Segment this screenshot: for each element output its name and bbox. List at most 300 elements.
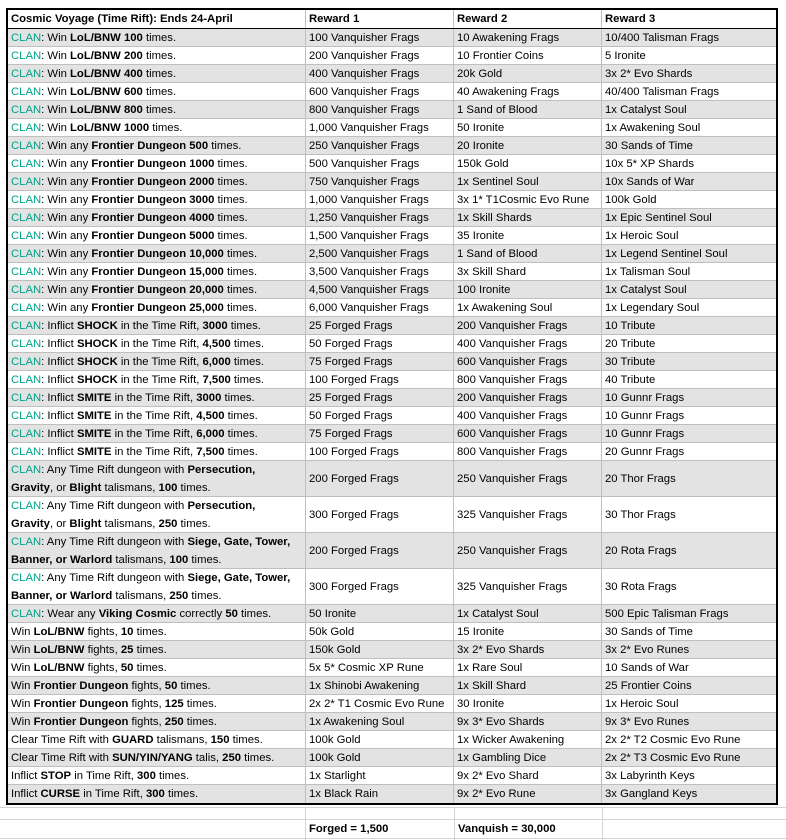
clan-tag: CLAN	[11, 571, 42, 584]
task-segment: times.	[224, 409, 258, 422]
task-cell	[8, 101, 306, 118]
reward-1-cell: 500 Vanquisher Frags	[306, 155, 454, 172]
clan-tag: CLAN	[11, 463, 42, 476]
task-segment: fights,	[84, 643, 121, 656]
task-text	[11, 86, 176, 98]
reward-2-cell: 1x Sentinel Soul	[454, 173, 602, 190]
task-segment: : Win	[41, 103, 71, 116]
task-emphasis: Frontier Dungeon 15,000	[91, 265, 224, 278]
task-emphasis: 3000	[196, 391, 222, 404]
task-emphasis: Siege, Gate, Tower,	[187, 535, 291, 548]
task-text	[11, 284, 257, 296]
task-segment: times.	[208, 139, 242, 152]
task-segment: : Inflict	[41, 391, 77, 404]
reward-3-cell: 5 Ironite	[605, 49, 646, 62]
task-emphasis: 250	[164, 715, 184, 728]
reward-2-cell: 1x Rare Soul	[454, 659, 602, 676]
task-emphasis: SHOCK	[76, 355, 118, 368]
task-emphasis: LoL/BNW 400	[70, 67, 143, 80]
reward-2-cell: 100 Ironite	[454, 281, 602, 298]
reward-2-cell: 400 Vanquisher Frags	[454, 335, 602, 352]
reward-3-cell: 20 Thor Frags	[605, 472, 676, 485]
reward-3-cell: 10/400 Talisman Frags	[605, 31, 720, 44]
task-cell	[8, 353, 306, 370]
task-emphasis: Frontier Dungeon	[33, 697, 129, 710]
task-cell	[8, 371, 306, 388]
reward-2-cell: 1x Skill Shards	[454, 209, 602, 226]
task-segment: times.	[188, 553, 222, 566]
reward-2-cell: 1x Awakening Soul	[454, 299, 602, 316]
reward-2-cell: 35 Ironite	[454, 227, 602, 244]
task-segment: : Inflict	[41, 445, 77, 458]
task-segment: Clear Time Rift with	[11, 733, 113, 746]
reward-2-cell: 325 Vanquisher Frags	[454, 569, 602, 604]
reward-1-cell: 1,250 Vanquisher Frags	[306, 209, 454, 226]
clan-tag: CLAN	[11, 499, 42, 512]
reward-2-cell: 200 Vanquisher Frags	[454, 317, 602, 334]
reward-3-cell: 30 Thor Frags	[605, 508, 676, 521]
task-text	[11, 374, 264, 386]
task-emphasis: 50	[164, 679, 178, 692]
reward-3-cell: 1x Catalyst Soul	[605, 283, 687, 296]
clan-tag: CLAN	[11, 85, 42, 98]
task-emphasis: SUN/YIN/YANG	[112, 751, 193, 764]
reward-1-cell: 200 Forged Frags	[306, 461, 454, 496]
reward-2-cell: 200 Vanquisher Frags	[454, 389, 602, 406]
reward-1-cell: 1x Shinobi Awakening	[306, 677, 454, 694]
table-row	[8, 407, 776, 425]
task-emphasis: 10	[120, 625, 134, 638]
task-cell	[8, 569, 306, 604]
reward-3-cell: 25 Frontier Coins	[605, 679, 692, 692]
task-text	[11, 734, 263, 746]
task-segment: : Win	[41, 67, 71, 80]
task-cell	[8, 443, 306, 460]
task-segment: talismans,	[112, 553, 170, 566]
task-segment: : Inflict	[41, 319, 77, 332]
reward-3-cell: 30 Rota Frags	[605, 580, 677, 593]
table-row	[8, 155, 776, 173]
reward-2-cell: 9x 2* Evo Rune	[454, 785, 602, 803]
header-task: Cosmic Voyage (Time Rift): Ends 24-April	[8, 10, 306, 28]
task-text	[11, 770, 189, 782]
task-segment: times.	[188, 589, 222, 602]
task-cell	[8, 29, 306, 46]
task-text	[11, 533, 290, 568]
task-text	[11, 230, 248, 242]
task-emphasis: LoL/BNW	[33, 643, 85, 656]
task-cell	[8, 173, 306, 190]
reward-3-cell: 30 Sands of Time	[605, 625, 693, 638]
task-text	[11, 662, 167, 674]
table-row	[8, 767, 776, 785]
reward-1-cell: 100 Forged Frags	[306, 443, 454, 460]
task-emphasis: LoL/BNW	[33, 625, 85, 638]
reward-2-cell: 1x Skill Shard	[454, 677, 602, 694]
task-emphasis: 7,500	[196, 445, 225, 458]
task-segment: in the Time Rift,	[117, 355, 203, 368]
reward-1-cell: 100k Gold	[306, 731, 454, 748]
task-cell	[8, 227, 306, 244]
clan-tag: CLAN	[11, 409, 42, 422]
reward-1-cell: 2x 2* T1 Cosmic Evo Rune	[306, 695, 454, 712]
totals-row	[306, 820, 603, 838]
task-segment: times.	[229, 733, 263, 746]
table-row	[8, 425, 776, 443]
task-text	[11, 212, 248, 224]
reward-2-cell: 9x 2* Evo Shard	[454, 767, 602, 784]
task-segment: : Wear any	[41, 607, 99, 620]
reward-2-cell: 3x Skill Shard	[454, 263, 602, 280]
task-segment: : Win any	[41, 301, 92, 314]
task-cell	[8, 65, 306, 82]
task-emphasis: Persecution,	[187, 463, 256, 476]
task-text	[11, 122, 182, 134]
task-segment: , or	[49, 481, 70, 494]
task-segment: : Win	[41, 49, 71, 62]
task-emphasis: Persecution,	[187, 499, 256, 512]
clan-tag: CLAN	[11, 337, 42, 350]
task-cell	[8, 245, 306, 262]
table-row	[8, 623, 776, 641]
task-emphasis: Frontier Dungeon 5000	[91, 229, 215, 242]
task-segment: in Time Rift,	[80, 788, 146, 800]
table-row	[8, 317, 776, 335]
task-segment: : Win	[41, 31, 71, 44]
task-segment: Win	[11, 697, 34, 710]
reward-3-cell: 100k Gold	[605, 193, 657, 206]
task-emphasis: SHOCK	[76, 319, 118, 332]
reward-2-cell: 20 Ironite	[454, 137, 602, 154]
task-segment: in the Time Rift,	[111, 445, 197, 458]
table-row	[8, 659, 776, 677]
forged-total: Forged = 1,500	[309, 823, 389, 835]
task-segment: Win	[11, 625, 34, 638]
task-text	[11, 644, 167, 656]
table-row	[8, 173, 776, 191]
task-emphasis: LoL/BNW 200	[70, 49, 143, 62]
gridline	[0, 807, 786, 808]
table-row	[8, 749, 776, 767]
task-cell	[8, 155, 306, 172]
reward-1-cell: 600 Vanquisher Frags	[306, 83, 454, 100]
reward-1-cell: 75 Forged Frags	[306, 425, 454, 442]
reward-3-cell: 3x 2* Evo Shards	[605, 67, 693, 80]
reward-3-cell: 1x Heroic Soul	[605, 229, 679, 242]
task-segment: times.	[214, 157, 248, 170]
task-text	[11, 140, 241, 152]
task-text	[11, 158, 248, 170]
task-segment: in the Time Rift,	[111, 427, 197, 440]
table-row	[8, 83, 776, 101]
clan-tag: CLAN	[11, 247, 42, 260]
task-text	[11, 680, 211, 692]
reward-3-cell: 30 Tribute	[605, 355, 656, 368]
clan-tag: CLAN	[11, 427, 42, 440]
reward-3-cell: 10 Gunnr Frags	[605, 427, 685, 440]
task-emphasis: SMITE	[76, 391, 112, 404]
reward-3-cell: 1x Talisman Soul	[605, 265, 691, 278]
reward-1-cell: 100 Vanquisher Frags	[306, 29, 454, 46]
task-emphasis: GUARD	[112, 733, 154, 746]
task-text	[11, 338, 264, 350]
task-segment: times.	[177, 679, 211, 692]
task-emphasis: Banner, or Warlord	[11, 589, 113, 602]
clan-tag: CLAN	[11, 139, 42, 152]
task-emphasis: 4,500	[202, 337, 231, 350]
reward-3-cell: 10 Tribute	[605, 319, 656, 332]
task-segment: times.	[142, 49, 177, 62]
reward-2-cell: 9x 3* Evo Shards	[454, 713, 602, 730]
rewards-table	[6, 8, 778, 805]
reward-2-cell: 10 Awakening Frags	[454, 29, 602, 46]
clan-tag: CLAN	[11, 49, 42, 62]
task-emphasis: Frontier Dungeon 4000	[91, 211, 215, 224]
task-emphasis: Frontier Dungeon	[33, 679, 129, 692]
task-text	[11, 608, 271, 620]
reward-1-cell: 100 Forged Frags	[306, 371, 454, 388]
task-text	[11, 410, 258, 422]
task-segment: : Inflict	[41, 337, 77, 350]
reward-1-cell: 1x Awakening Soul	[306, 713, 454, 730]
table-row	[8, 371, 776, 389]
task-segment: talismans,	[112, 589, 170, 602]
table-row	[8, 65, 776, 83]
table-row	[8, 695, 776, 713]
table-row	[8, 785, 776, 803]
table-row	[8, 569, 776, 605]
reward-2-cell: 1x Gambling Dice	[454, 749, 602, 766]
task-emphasis: STOP	[40, 769, 72, 782]
task-segment: times.	[214, 229, 248, 242]
clan-tag: CLAN	[11, 103, 42, 116]
task-emphasis: 7,500	[202, 373, 231, 386]
reward-3-cell: 1x Legend Sentinel Soul	[605, 247, 728, 260]
task-segment: Inflict	[11, 769, 41, 782]
task-cell	[8, 299, 306, 316]
reward-2-cell: 40 Awakening Frags	[454, 83, 602, 100]
task-text	[11, 428, 258, 440]
task-segment: times.	[142, 85, 177, 98]
task-segment: Clear Time Rift with	[11, 751, 113, 764]
task-segment: times.	[142, 67, 177, 80]
task-cell	[8, 281, 306, 298]
task-segment: in the Time Rift,	[117, 373, 203, 386]
task-segment: : Any Time Rift dungeon with	[41, 499, 188, 512]
clan-tag: CLAN	[11, 211, 42, 224]
clan-tag: CLAN	[11, 121, 42, 134]
task-segment: times.	[241, 751, 275, 764]
task-emphasis: LoL/BNW 800	[70, 103, 143, 116]
task-segment: times.	[237, 607, 272, 620]
header-reward-1: Reward 1	[306, 10, 454, 28]
task-segment: Win	[11, 715, 34, 728]
task-emphasis: Banner, or Warlord	[11, 553, 113, 566]
task-text	[11, 248, 257, 260]
task-text	[11, 392, 255, 404]
clan-tag: CLAN	[11, 391, 42, 404]
task-segment: times.	[230, 337, 265, 350]
task-emphasis: 6,000	[196, 427, 225, 440]
task-segment: fights,	[84, 661, 121, 674]
table-row	[8, 29, 776, 47]
task-emphasis: 250	[158, 517, 178, 530]
task-segment: in the Time Rift,	[111, 391, 197, 404]
task-emphasis: SMITE	[76, 445, 112, 458]
reward-3-cell: 30 Sands of Time	[605, 139, 693, 152]
clan-tag: CLAN	[11, 67, 42, 80]
reward-2-cell: 325 Vanquisher Frags	[454, 497, 602, 532]
task-segment: times.	[149, 121, 183, 134]
table-row	[8, 281, 776, 299]
header-row	[8, 10, 776, 29]
reward-2-cell: 30 Ironite	[454, 695, 602, 712]
reward-3-cell: 3x 2* Evo Runes	[605, 643, 690, 656]
task-emphasis: 150	[210, 733, 230, 746]
task-cell	[8, 389, 306, 406]
task-text	[11, 752, 274, 764]
task-segment: : Any Time Rift dungeon with	[41, 463, 188, 476]
reward-1-cell: 250 Vanquisher Frags	[306, 137, 454, 154]
task-segment: times.	[164, 788, 199, 800]
task-segment: : Win any	[41, 265, 92, 278]
table-row	[8, 263, 776, 281]
task-segment: times.	[155, 769, 190, 782]
reward-1-cell: 5x 5* Cosmic XP Rune	[306, 659, 454, 676]
task-text	[11, 104, 176, 116]
task-text	[11, 194, 248, 206]
table-row	[8, 119, 776, 137]
task-text	[11, 497, 255, 532]
task-cell	[8, 641, 306, 658]
task-cell	[8, 749, 306, 766]
task-emphasis: Frontier Dungeon 20,000	[91, 283, 224, 296]
task-emphasis: SMITE	[76, 427, 112, 440]
reward-1-cell: 800 Vanquisher Frags	[306, 101, 454, 118]
reward-1-cell: 50 Forged Frags	[306, 407, 454, 424]
task-segment: Win	[11, 661, 34, 674]
reward-3-cell: 20 Tribute	[605, 337, 656, 350]
task-cell	[8, 605, 306, 622]
table-row	[8, 101, 776, 119]
reward-1-cell: 1,500 Vanquisher Frags	[306, 227, 454, 244]
reward-3-cell: 1x Catalyst Soul	[605, 103, 687, 116]
clan-tag: CLAN	[11, 265, 42, 278]
task-segment: : Win	[41, 85, 71, 98]
task-emphasis: LoL/BNW 600	[70, 85, 143, 98]
task-segment: talismans,	[101, 481, 159, 494]
reward-2-cell: 15 Ironite	[454, 623, 602, 640]
task-segment: times.	[230, 373, 265, 386]
clan-tag: CLAN	[11, 607, 42, 620]
task-segment: : Inflict	[41, 373, 77, 386]
task-segment: : Win any	[41, 139, 92, 152]
task-emphasis: Frontier Dungeon 1000	[91, 157, 215, 170]
clan-tag: CLAN	[11, 175, 42, 188]
clan-tag: CLAN	[11, 301, 42, 314]
task-segment: times.	[227, 319, 261, 332]
clan-tag: CLAN	[11, 355, 42, 368]
task-segment: times.	[183, 715, 217, 728]
task-cell	[8, 47, 306, 64]
header-reward-3: Reward 3	[605, 13, 656, 25]
table-row	[8, 137, 776, 155]
reward-1-cell: 6,000 Vanquisher Frags	[306, 299, 454, 316]
task-emphasis: SMITE	[76, 409, 112, 422]
task-text	[11, 50, 176, 62]
reward-3-cell: 9x 3* Evo Runes	[605, 715, 690, 728]
task-segment: times.	[221, 391, 255, 404]
table-row	[8, 605, 776, 623]
reward-3-cell: 1x Awakening Soul	[605, 121, 701, 134]
table-row	[8, 335, 776, 353]
task-segment: : Inflict	[41, 427, 77, 440]
reward-1-cell: 1x Starlight	[306, 767, 454, 784]
task-segment: fights,	[128, 679, 165, 692]
task-segment: times.	[214, 175, 248, 188]
task-segment: : Inflict	[41, 409, 77, 422]
clan-tag: CLAN	[11, 373, 42, 386]
task-segment: times.	[224, 445, 258, 458]
task-emphasis: SHOCK	[76, 337, 118, 350]
task-segment: talismans,	[101, 517, 159, 530]
task-emphasis: LoL/BNW 1000	[70, 121, 150, 134]
task-cell	[8, 713, 306, 730]
reward-3-cell: 10 Gunnr Frags	[605, 409, 685, 422]
task-segment: talismans,	[153, 733, 211, 746]
task-text	[11, 32, 176, 44]
reward-1-cell: 100k Gold	[306, 749, 454, 766]
task-segment: in the Time Rift,	[117, 337, 203, 350]
task-cell	[8, 767, 306, 784]
table-row	[8, 443, 776, 461]
task-emphasis: 4,500	[196, 409, 225, 422]
task-segment: : Win any	[41, 193, 92, 206]
task-segment: times.	[183, 697, 217, 710]
reward-2-cell: 600 Vanquisher Frags	[454, 353, 602, 370]
reward-1-cell: 25 Forged Frags	[306, 317, 454, 334]
table-row	[8, 641, 776, 659]
table-row	[8, 389, 776, 407]
task-segment: fights,	[128, 697, 165, 710]
reward-1-cell: 200 Forged Frags	[306, 533, 454, 568]
table-row	[8, 191, 776, 209]
reward-3-cell: 1x Heroic Soul	[605, 697, 679, 710]
task-segment: times.	[230, 355, 265, 368]
task-emphasis: Siege, Gate, Tower,	[187, 571, 291, 584]
gridline	[0, 838, 786, 839]
clan-tag: CLAN	[11, 283, 42, 296]
reward-2-cell: 250 Vanquisher Frags	[454, 533, 602, 568]
reward-2-cell: 400 Vanquisher Frags	[454, 407, 602, 424]
task-cell	[8, 659, 306, 676]
table-row	[8, 677, 776, 695]
reward-2-cell: 20k Gold	[454, 65, 602, 82]
reward-2-cell: 600 Vanquisher Frags	[454, 425, 602, 442]
reward-3-cell: 10 Gunnr Frags	[605, 391, 685, 404]
table-row	[8, 461, 776, 497]
table-row	[8, 353, 776, 371]
reward-1-cell: 3,500 Vanquisher Frags	[306, 263, 454, 280]
task-emphasis: Frontier Dungeon 500	[91, 139, 209, 152]
table-row	[8, 227, 776, 245]
reward-1-cell: 50 Forged Frags	[306, 335, 454, 352]
reward-3-cell: 20 Gunnr Frags	[605, 445, 685, 458]
clan-tag: CLAN	[11, 31, 42, 44]
reward-3-cell: 1x Legendary Soul	[605, 301, 700, 314]
task-segment: times.	[142, 31, 177, 44]
reward-3-cell: 1x Epic Sentinel Soul	[605, 211, 712, 224]
